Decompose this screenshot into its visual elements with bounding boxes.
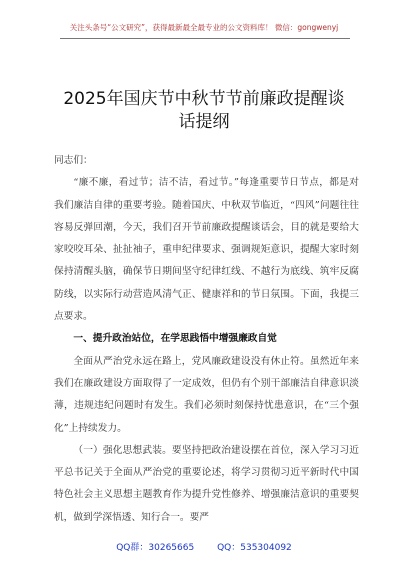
section-heading-1: 一、提升政治站位，在学思践悟中增强廉政自觉 — [73, 333, 277, 345]
title-line-1: 2025年国庆节中秋节节前廉政提醒谈 — [63, 89, 345, 109]
document-title — [40, 88, 368, 134]
salutation: 同志们： — [54, 155, 93, 166]
intro-paragraph: “廉不廉，看过节；洁不洁，看过节。”每逢重要节日节点，都是对我们廉洁自律的重要考验。随着国庆、中秋双节临近，“四风”问题往往容易反弹回潮，今天，我们召开节前廉政提醒谈话会，目的就是要给大家咬咬耳朵、扯扯袖子，重申纪律要求、强调规矩意识，提醒大家时刻保持清醒头脑，确保节日期间坚守纪律红线、不越行为底线、筑牢反腐防线，以实际行动营造风清气正、健康祥和的节日氛围。下面，我提三点要求。 — [54, 177, 359, 323]
footer — [0, 540, 408, 553]
section1-paragraph-2: （一）强化思想武装。要坚持把政治建设摆在首位，深入学习习近平总书记关于全面从严治党的重要论述，将学习贯彻习近平新时代中国特色社会主义思想主题教育作为提升党性修养、增强廉洁意识的重要契机，做到学深悟透、知行合一。要严 — [54, 444, 359, 523]
document-body — [54, 150, 359, 529]
header-divider — [60, 38, 350, 39]
footer-qq-group[interactable]: QQ群：30265665 — [116, 543, 195, 553]
header-banner: 关注头条号“公文研究”，获得最新最全最专业的公文资料库！ 微信：gongwenyj — [69, 23, 339, 32]
title-line-2: 话提纲 — [178, 112, 230, 132]
section1-paragraph-1: 全面从严治党永远在路上，党风廉政建设没有休止符。虽然近年来我们在廉政建设方面取得了一定成效，但仍有个别干部廉洁自律意识淡薄，违规违纪问题时有发生。我们必须时刻保持忧患意识，在“三个强化”上持续发力。 — [54, 355, 359, 434]
footer-qq-contact[interactable]: QQ：535304092 — [217, 543, 292, 553]
